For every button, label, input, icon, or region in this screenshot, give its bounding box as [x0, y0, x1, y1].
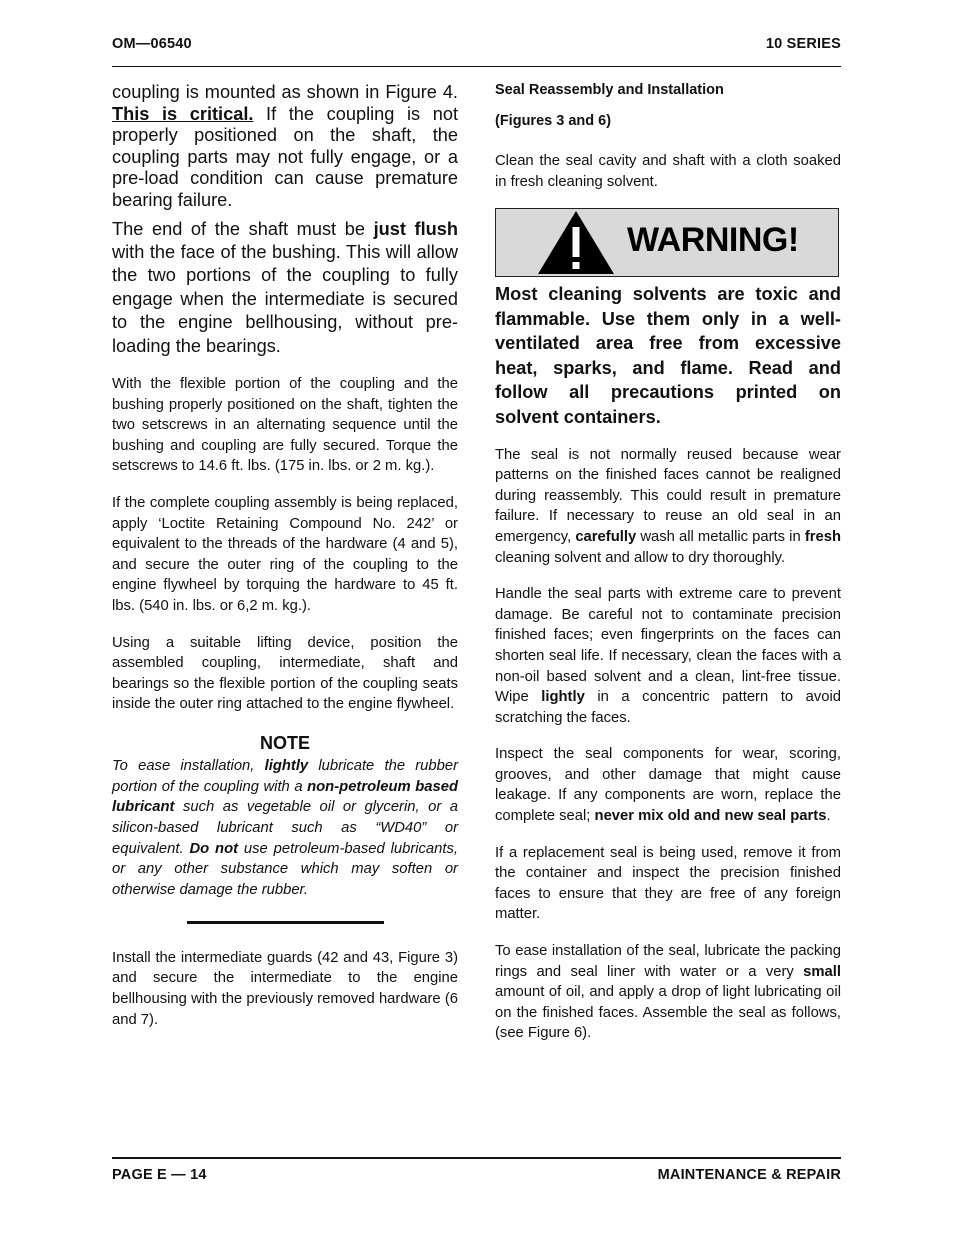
- para-lubricate-seal: To ease installation of the seal, lubricate the packing rings and seal liner with water or a very small amount of oil, and apply a drop of light lubricating oil on the finished faces. Assemble the seal as follows, (see Figure 6).: [495, 943, 841, 1042]
- para-coupling-mounted: coupling is mounted as shown in Figure 4. This is critical. If the coupling is not properly positioned on the shaft, the coupling parts may not fully engage, or a pre-load condition can cause premature bearing failure.: [112, 82, 458, 210]
- warning-text: Most cleaning solvents are toxic and flammable. Use them only in a well-ventilated area free from excessive heat, sparks, and flame. Read and follow all precautions printed on solvent containers.: [495, 284, 841, 427]
- header-doc-number: OM—06540: [112, 36, 192, 52]
- warning-label: WARNING!: [627, 221, 799, 259]
- warning-banner: [495, 208, 839, 277]
- para-seal-reuse: The seal is not normally reused because wear patterns on the finished faces cannot be realigned during reassembly. This could result in premature failure. If necessary to reuse an old seal in an emergency, carefully wash all metallic parts in fresh cleaning solvent and allow to dry thoroughly.: [495, 446, 841, 566]
- critical-emphasis: This is critical.: [112, 103, 254, 124]
- para-replacement-seal: If a replacement seal is being used, remove it from the container and inspect the precision finished faces to ensure that they are free of any foreign matter.: [495, 844, 841, 923]
- para-inspect: Inspect the seal components for wear, scoring, grooves, and other damage that might cause leakage. If any components are worn, replace the complete seal; never mix old and new seal parts.: [495, 746, 841, 825]
- note-title: NOTE: [259, 732, 310, 753]
- right-column: [495, 282, 841, 1044]
- para-handle-parts: Handle the seal parts with extreme care to prevent damage. Be careful not to contaminate precision finished faces; even fingerprints on the faces can shorten seal life. If necessary, clean the faces with a non-oil based solvent and a clean, lint-free tissue. Wipe lightly in a concentric pattern to avoid scratching the faces.: [495, 586, 841, 726]
- exclamation-triangle-icon: [536, 209, 616, 275]
- left-column: [112, 82, 458, 1030]
- footer-section: MAINTENANCE & REPAIR: [657, 1167, 841, 1183]
- para-clean-cavity: Clean the seal cavity and shaft with a cloth soaked in fresh cleaning solvent.: [495, 153, 841, 190]
- footer-page-number: PAGE E — 14: [112, 1167, 207, 1183]
- para-intermediate-guards: Install the intermediate guards (42 and 43, Figure 3) and secure the intermediate to the engine bellhousing with the previously removed hardware (6 and 7).: [112, 949, 458, 1028]
- para-shaft-flush: The end of the shaft must be just flush with the face of the bushing. This will allow the two portions of the coupling to fully engage when the intermediate is secured to the engine bellhousing, without pre-loading the bearings.: [112, 218, 458, 356]
- section-subheading: (Figures 3 and 6): [495, 113, 612, 129]
- header-rule: [112, 66, 841, 67]
- header-series: 10 SERIES: [765, 36, 841, 52]
- note-end-rule: [187, 921, 384, 924]
- para-setscrews: With the flexible portion of the coupling and the bushing properly positioned on the shaft, tighten the two setscrews in an alternating sequence until the bushing and coupling are fully secured. Torque the setscrews to 14.6 ft. lbs. (175 in. lbs. or 2 m. kg.).: [112, 376, 458, 475]
- note-block: [112, 733, 458, 924]
- footer-rule: [112, 1157, 841, 1159]
- para-coupling-replaced: If the complete coupling assembly is being replaced, apply ‘Loctite Retaining Compound No. 242’ or equivalent to the threads of the hardware (4 and 5), and secure the outer ring of the coupling to the engine flywheel by torquing the hardware to 45 ft. lbs. (540 in. lbs. or 6,2 m. kg.).: [112, 494, 458, 614]
- section-heading: Seal Reassembly and Installation: [495, 82, 724, 98]
- para-lifting: Using a suitable lifting device, position the assembled coupling, intermediate, shaft and bearings so the flexible portion of the coupling seats inside the outer ring attached to the engine flywheel.: [112, 634, 458, 713]
- note-text: To ease installation, lightly lubricate the rubber portion of the coupling with a non-petroleum based lubricant such as vegetable oil or glycerin, or a silicon-based lubricant such as “WD40” or equivalent. Do not use petroleum-based lubricants, or any other substance which may soften or otherwise damage the rubber.: [112, 757, 459, 899]
